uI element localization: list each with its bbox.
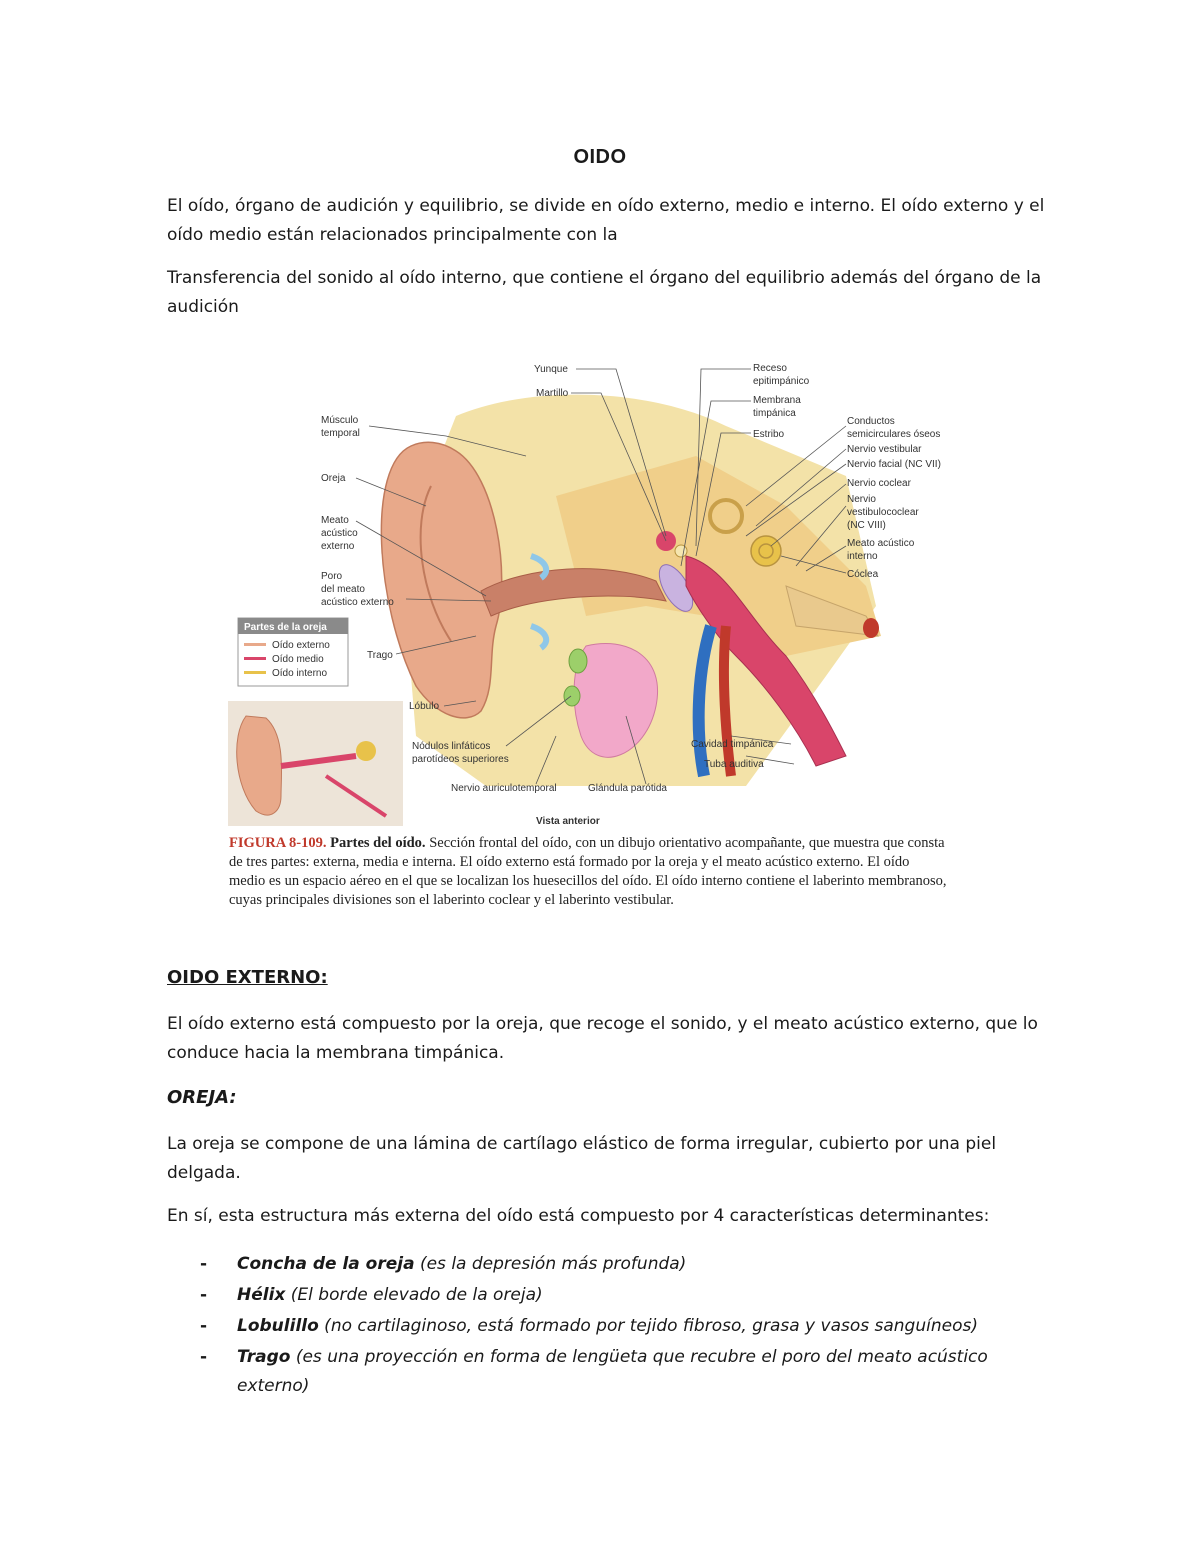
label-poro-2: del meato: [321, 584, 365, 595]
label-lobulo: Lóbulo: [409, 701, 440, 712]
legend-title: Partes de la oreja: [244, 622, 327, 633]
label-trago: Trago: [367, 650, 393, 661]
legend-item-externo: Oído externo: [272, 640, 330, 651]
figure-number: FIGURA 8-109.: [229, 835, 327, 851]
legend-item-medio: Oído medio: [272, 654, 324, 665]
label-nervio-coclear: Nervio coclear: [847, 478, 911, 489]
label-coclea: Cóclea: [847, 569, 879, 580]
label-nervio-vc-1: Nervio: [847, 494, 876, 505]
figure-caption: [229, 834, 949, 910]
label-nervio-vestibular: Nervio vestibular: [847, 444, 922, 455]
oreja-features-list: [200, 1250, 1040, 1403]
label-meato-interno-2: interno: [847, 551, 878, 562]
label-nervio-auriculotemporal: Nervio auriculotemporal: [451, 783, 557, 794]
list-item-desc: (El borde elevado de la oreja): [285, 1285, 543, 1305]
label-oreja: Oreja: [321, 473, 346, 484]
label-receso-1: Receso: [753, 363, 787, 374]
label-martillo: Martillo: [536, 388, 569, 399]
figure-title: Partes del oído.: [330, 835, 426, 851]
label-cavidad-timpanica: Cavidad timpánica: [691, 739, 774, 750]
list-item: [200, 1312, 1040, 1341]
label-glandula-parotida: Glándula parótida: [588, 783, 667, 794]
label-tuba-auditiva: Tuba auditiva: [704, 759, 764, 770]
label-poro-3: acústico externo: [321, 597, 394, 608]
lymph-node: [569, 649, 587, 673]
oido-externo-paragraph: El oído externo está compuesto por la oreja, que recoge el sonido, y el meato acústico externo, que lo conduce hacia la membrana timpánica.: [167, 1014, 1038, 1063]
label-meato-1: Meato: [321, 515, 349, 526]
label-membrana-2: timpánica: [753, 408, 796, 419]
list-item-term: Lobulillo: [237, 1316, 319, 1336]
list-bullet: -: [200, 1316, 208, 1336]
legend-swatch-interno: [244, 671, 266, 674]
label-meato-2: acústico: [321, 528, 358, 539]
label-musculo-2: temporal: [321, 428, 360, 439]
label-vista-anterior: Vista anterior: [536, 816, 600, 827]
list-bullet: -: [200, 1347, 208, 1367]
artery-section: [863, 618, 879, 638]
label-nervio-facial: Nervio facial (NC VII): [847, 459, 941, 470]
list-item-term: Concha de la oreja: [237, 1254, 415, 1274]
list-item: [200, 1250, 1040, 1279]
list-item-term: Hélix: [237, 1285, 286, 1305]
label-musculo-1: Músculo: [321, 415, 359, 426]
cochlea: [751, 536, 781, 566]
list-bullet: -: [200, 1285, 208, 1305]
list-item: [200, 1343, 1040, 1401]
lymph-node: [564, 686, 580, 706]
label-nodulos-1: Nódulos linfáticos: [412, 741, 491, 752]
label-nervio-vc-3: (NC VIII): [847, 520, 886, 531]
intro-paragraph-2: Transferencia del sonido al oído interno, que contiene el órgano del equilibrio además del órgano de la audición: [167, 268, 1042, 317]
list-item-desc: (es una proyección en forma de lengüeta que recubre el poro del meato acústico externo): [237, 1347, 988, 1396]
label-receso-2: epitimpánico: [753, 376, 810, 387]
list-item: [200, 1281, 1040, 1310]
ossicle: [675, 545, 687, 557]
label-poro-1: Poro: [321, 571, 343, 582]
label-meato-3: externo: [321, 541, 355, 552]
page-title: OIDO: [573, 146, 627, 168]
orientation-inset: [228, 701, 403, 826]
ear-anatomy-figure: [226, 356, 962, 831]
label-nodulos-2: parotídeos superiores: [412, 754, 509, 765]
label-conductos-2: semicirculares óseos: [847, 429, 941, 440]
oreja-paragraph-2: En sí, esta estructura más externa del oído está compuesto por 4 características determinantes:: [167, 1206, 990, 1226]
legend-swatch-medio: [244, 657, 266, 660]
label-estribo: Estribo: [753, 429, 785, 440]
list-bullet: -: [200, 1254, 208, 1274]
section-heading-oido-externo: OIDO EXTERNO:: [167, 967, 328, 988]
list-item-desc: (no cartilaginoso, está formado por tejido fibroso, grasa y vasos sanguíneos): [318, 1316, 978, 1336]
list-item-desc: (es la depresión más profunda): [414, 1254, 687, 1274]
list-item-term: Trago: [237, 1347, 291, 1367]
legend: [238, 618, 348, 686]
legend-item-interno: Oído interno: [272, 668, 328, 679]
label-conductos-1: Conductos: [847, 416, 895, 427]
oreja-paragraph-1: La oreja se compone de una lámina de cartílago elástico de forma irregular, cubierto por una piel delgada.: [167, 1134, 997, 1183]
label-meato-interno-1: Meato acústico: [847, 538, 915, 549]
figure-caption-text: Sección frontal del oído, con un dibujo orientativo acompañante, que muestra que consta de tres partes: externa, media e interna. El oído externo está formado por la oreja y el meato acústico externo. El oído medio es un espacio aéreo en el que se localizan los huesecillos del oído. El oído interno contiene el laberinto membranoso, cuyas principales divisiones son el laberinto coclear y el laberinto vestibular.: [229, 835, 947, 908]
label-nervio-vc-2: vestibulococlear: [847, 507, 919, 518]
section-heading-oreja: OREJA:: [167, 1087, 237, 1108]
label-yunque: Yunque: [534, 364, 568, 375]
intro-paragraph-1: El oído, órgano de audición y equilibrio, se divide en oído externo, medio e interno. El oído externo y el oído medio están relacionados principalmente con la: [167, 196, 1045, 245]
label-membrana-1: Membrana: [753, 395, 801, 406]
legend-swatch-externo: [244, 643, 266, 646]
